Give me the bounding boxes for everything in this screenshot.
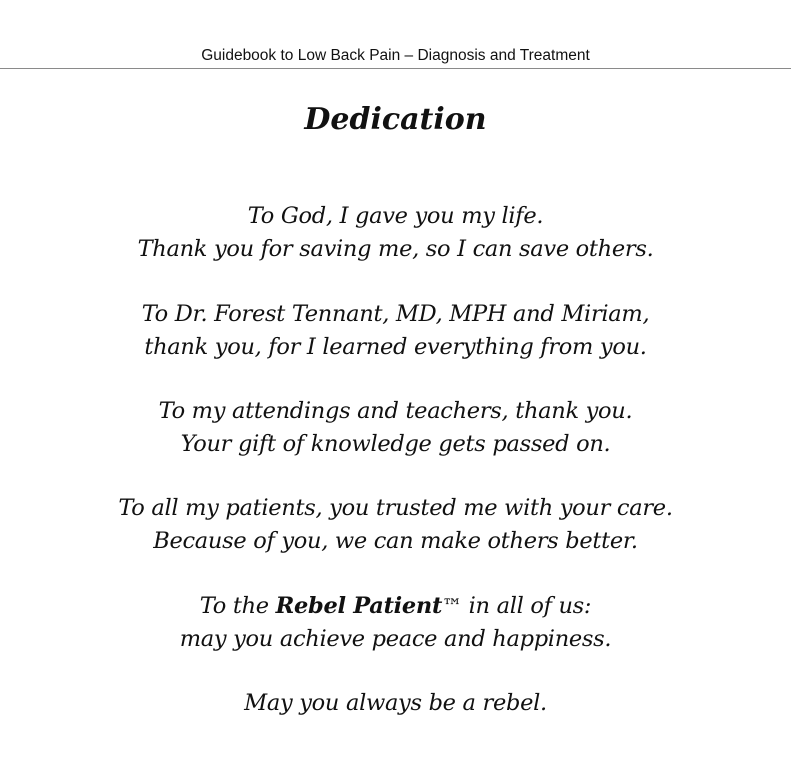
stanza-line: To my attendings and teachers, thank you. [158, 398, 633, 424]
page-title: Dedication [304, 102, 487, 137]
running-header: Guidebook to Low Back Pain – Diagnosis and Treatment [201, 47, 590, 64]
stanza-line: To all my patients, you trusted me with your care. [118, 495, 673, 521]
dedication-stanza-teachers [0, 395, 791, 461]
stanza-line: May you always be a rebel. [244, 690, 547, 716]
stanza-line: Thank you for saving me, so I can save others. [137, 236, 654, 262]
dedication-stanza-rebel-patient [0, 590, 791, 656]
trademark-symbol: ™ [442, 594, 462, 618]
stanza-line: To God, I gave you my life. [247, 203, 544, 229]
header-divider [0, 68, 791, 69]
stanza-line: thank you, for I learned everything from you. [144, 334, 647, 360]
dedication-stanza-patients [0, 492, 791, 558]
dedication-stanza-mentor [0, 298, 791, 364]
stanza-line: To Dr. Forest Tennant, MD, MPH and Miriam, [141, 301, 650, 327]
rebel-patient-name: Rebel Patient [275, 593, 443, 619]
stanza-line: Because of you, we can make others better. [153, 528, 638, 554]
stanza-line: may you achieve peace and happiness. [179, 626, 612, 652]
dedication-stanza-god [0, 200, 791, 266]
stanza-line-suffix: in all of us: [461, 593, 592, 619]
stanza-line-prefix: To the [199, 593, 276, 619]
stanza-line: Your gift of knowledge gets passed on. [180, 431, 611, 457]
dedication-closing-line [0, 687, 791, 720]
stanza-line [0, 590, 791, 623]
